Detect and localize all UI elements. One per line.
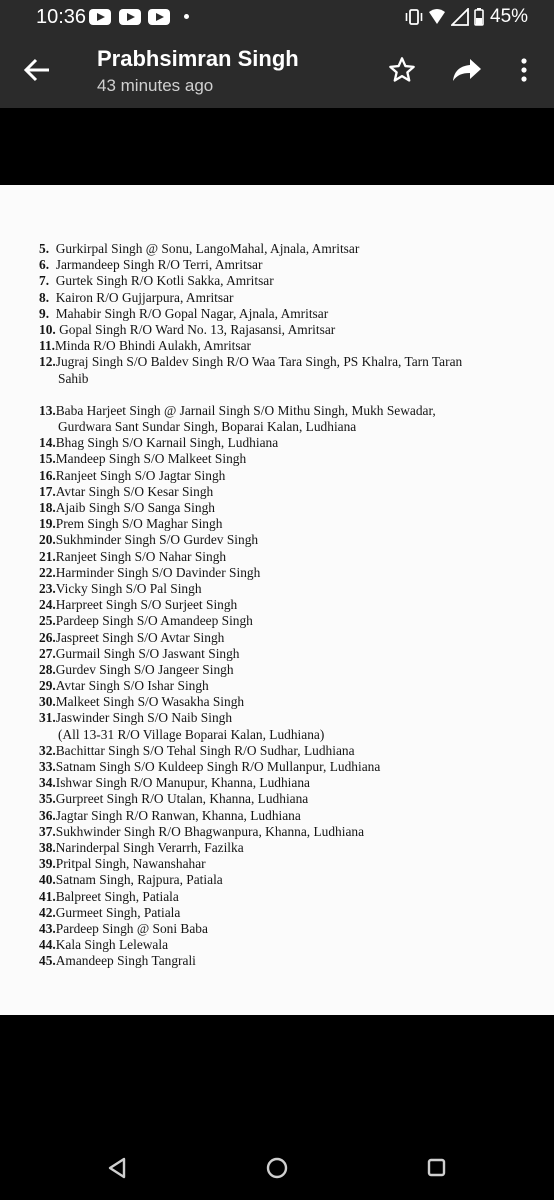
list-item-text: Harminder Singh S/O Davinder Singh <box>55 564 261 580</box>
list-item-text: Ishwar Singh R/O Manupur, Khanna, Ludhiana <box>55 775 310 791</box>
list-item-text: Sukhwinder Singh R/O Bhagwanpura, Khanna, Ludhiana <box>55 823 365 839</box>
list-item <box>39 500 539 516</box>
list-item-text: Gopal Singh R/O Ward No. 13, Rajasansi, Amritsar <box>55 321 336 337</box>
list-item-number: 24. <box>39 597 56 613</box>
list-item-number: 36. <box>39 807 56 823</box>
list-item-number: 23. <box>39 580 56 596</box>
nav-back-icon[interactable] <box>107 1157 127 1179</box>
list-item-text: Gurdev Singh S/O Jangeer Singh <box>55 661 234 677</box>
list-item-number: 32. <box>39 742 56 758</box>
list-item-number: 12. <box>39 354 56 370</box>
list-item <box>39 565 539 581</box>
list-item-text: Ranjeet Singh S/O Nahar Singh <box>55 548 227 564</box>
list-item-text: Bachittar Singh S/O Tehal Singh R/O Sudhar, Ludhiana <box>55 742 355 758</box>
list-item <box>39 306 539 322</box>
list-item <box>39 290 539 306</box>
list-item <box>39 921 539 937</box>
list-item <box>39 662 539 678</box>
youtube-icon <box>89 9 111 25</box>
list-item <box>39 824 539 840</box>
list-item-number: 6. <box>39 257 50 273</box>
list-item <box>39 435 539 451</box>
list-item-number: 38. <box>39 839 56 855</box>
list-item-number: 11. <box>39 338 55 354</box>
list-item-number: 14. <box>39 435 56 451</box>
list-item-number: 25. <box>39 613 56 629</box>
youtube-icon <box>119 9 141 25</box>
list-item-number: 41. <box>39 888 56 904</box>
list-item <box>39 597 539 613</box>
list-item <box>39 322 539 338</box>
list-item-number: 8. <box>39 289 50 305</box>
list-item <box>39 273 539 289</box>
wifi-icon <box>428 8 446 26</box>
star-icon[interactable] <box>388 56 416 84</box>
list-item-number: 26. <box>39 629 56 645</box>
list-item-number: 15. <box>39 451 56 467</box>
list-item-text: Malkeet Singh S/O Wasakha Singh <box>55 694 245 710</box>
list-item <box>39 354 539 370</box>
battery-icon <box>474 8 484 26</box>
list-item-number: 5. <box>39 241 50 256</box>
list-item-number: 13. <box>39 402 56 418</box>
list-item-number: 45. <box>39 953 56 969</box>
list-item <box>39 338 539 354</box>
list-item <box>39 775 539 791</box>
list-item-text: Jaspreet Singh S/O Avtar Singh <box>55 629 225 645</box>
list-item-text: Sukhminder Singh S/O Gurdev Singh <box>55 532 259 548</box>
list-item <box>39 743 539 759</box>
list-item <box>39 840 539 856</box>
list-item <box>39 549 539 565</box>
list-item <box>39 451 539 467</box>
list-item-text: Pardeep Singh @ Soni Baba <box>55 920 208 936</box>
list-item-text: Jarmandeep Singh R/O Terri, Amritsar <box>49 257 263 273</box>
list-item-number: 40. <box>39 872 56 888</box>
status-bar <box>0 0 554 34</box>
list-item <box>39 953 539 969</box>
list-item-number: 28. <box>39 661 56 677</box>
list-item <box>39 694 539 710</box>
dot-icon <box>184 14 189 19</box>
list-item-text: Satnam Singh, Rajpura, Patiala <box>55 872 223 888</box>
document-text <box>39 241 539 969</box>
list-item <box>39 630 539 646</box>
list-item <box>39 710 539 726</box>
list-item <box>39 257 539 273</box>
list-item-text: Gurkirpal Singh @ Sonu, LangoMahal, Ajnala, Amritsar <box>49 241 360 256</box>
list-item <box>39 808 539 824</box>
list-item-text: Gurdwara Sant Sundar Singh, Boparai Kalan, Ludhiana <box>58 419 357 435</box>
list-item-text: Bhag Singh S/O Karnail Singh, Ludhiana <box>55 435 279 451</box>
list-item <box>39 759 539 775</box>
list-item-text: Ranjeet Singh S/O Jagtar Singh <box>55 467 226 483</box>
list-item-text: Prem Singh S/O Maghar Singh <box>55 516 223 532</box>
list-item-number: 9. <box>39 305 50 321</box>
share-icon[interactable] <box>452 56 482 84</box>
list-item-text: Avtar Singh S/O Ishar Singh <box>55 678 209 694</box>
list-item-text: Harpreet Singh S/O Surjeet Singh <box>55 597 238 613</box>
document-image[interactable] <box>0 185 554 1015</box>
list-item-number: 20. <box>39 532 56 548</box>
list-item <box>39 532 539 548</box>
list-item-text: Kala Singh Lelewala <box>55 937 169 953</box>
nav-home-icon[interactable] <box>266 1157 288 1179</box>
list-item-text: Mahabir Singh R/O Gopal Nagar, Ajnala, Amritsar <box>49 305 329 321</box>
list-item-text: Minda R/O Bhindi Aulakh, Amritsar <box>55 338 252 354</box>
list-item-number: 42. <box>39 904 56 920</box>
back-arrow-icon[interactable] <box>22 54 54 86</box>
list-item <box>39 419 539 435</box>
list-item-text: Gurpreet Singh R/O Utalan, Khanna, Ludhiana <box>55 791 309 807</box>
list-item-text: Jugraj Singh S/O Baldev Singh R/O Waa Tara Singh, PS Khalra, Tarn Taran <box>55 354 463 370</box>
list-item-text: Sahib <box>58 370 89 386</box>
list-item-number: 21. <box>39 548 56 564</box>
list-item-number: 39. <box>39 856 56 872</box>
list-item <box>39 581 539 597</box>
list-item-number: 18. <box>39 500 56 515</box>
list-item-number: 17. <box>39 483 56 499</box>
nav-recents-icon[interactable] <box>427 1158 446 1177</box>
list-item <box>39 905 539 921</box>
list-item-number: 19. <box>39 516 56 532</box>
list-item-number: 35. <box>39 791 56 807</box>
list-item <box>39 937 539 953</box>
list-item-number: 27. <box>39 645 56 661</box>
list-item-number: 22. <box>39 564 56 580</box>
more-vert-icon[interactable] <box>515 56 533 84</box>
list-item <box>39 613 539 629</box>
list-item <box>39 516 539 532</box>
list-item-text: Pardeep Singh S/O Amandeep Singh <box>55 613 253 629</box>
list-item <box>39 468 539 484</box>
list-item-text: Baba Harjeet Singh @ Jarnail Singh S/O Mithu Singh, Mukh Sewadar, <box>55 402 436 418</box>
youtube-icon <box>148 9 170 25</box>
list-item-text: Satnam Singh S/O Kuldeep Singh R/O Mullanpur, Ludhiana <box>55 759 381 774</box>
list-item-text: Gurmeet Singh, Patiala <box>55 904 181 920</box>
status-time: 10:36 <box>36 6 87 28</box>
list-item-text: Gurtek Singh R/O Kotli Sakka, Amritsar <box>49 273 274 289</box>
list-item <box>39 727 539 743</box>
list-item <box>39 484 539 500</box>
list-item-text: Amandeep Singh Tangrali <box>55 953 196 969</box>
list-item-number: 33. <box>39 759 56 774</box>
list-item-text: Jagtar Singh R/O Ranwan, Khanna, Ludhiana <box>55 807 301 823</box>
list-item-text: Jaswinder Singh S/O Naib Singh <box>55 710 233 726</box>
list-item <box>39 646 539 662</box>
list-item-text: (All 13-31 R/O Village Boparai Kalan, Ludhiana) <box>58 726 325 742</box>
battery-percentage: 45% <box>490 6 529 27</box>
list-item-number: 30. <box>39 694 56 710</box>
list-item <box>39 791 539 807</box>
list-item-number: 16. <box>39 467 56 483</box>
list-item <box>39 856 539 872</box>
list-item-number: 29. <box>39 678 56 694</box>
list-item <box>39 241 539 257</box>
list-item-number: 37. <box>39 823 56 839</box>
list-item-number: 7. <box>39 273 50 289</box>
list-item-number: 10. <box>39 321 56 337</box>
vibrate-icon <box>404 9 424 25</box>
list-item <box>39 403 539 419</box>
paragraph-gap <box>39 387 539 403</box>
list-item-number: 34. <box>39 775 56 791</box>
list-item-text: Ajaib Singh S/O Sanga Singh <box>55 500 215 515</box>
list-item-text: Pritpal Singh, Nawanshahar <box>55 856 206 872</box>
timestamp: 43 minutes ago <box>97 76 214 95</box>
list-item-text: Avtar Singh S/O Kesar Singh <box>55 483 214 499</box>
list-item-text: Vicky Singh S/O Pal Singh <box>55 580 202 596</box>
list-item-text: Balpreet Singh, Patiala <box>55 888 179 904</box>
signal-icon <box>451 8 469 26</box>
list-item-text: Narinderpal Singh Verarrh, Fazilka <box>55 839 244 855</box>
list-item <box>39 371 539 387</box>
list-item-text: Gurmail Singh S/O Jaswant Singh <box>55 645 240 661</box>
list-item-number: 43. <box>39 920 56 936</box>
list-item <box>39 678 539 694</box>
list-item-text: Mandeep Singh S/O Malkeet Singh <box>55 451 247 467</box>
list-item-text: Kairon R/O Gujjarpura, Amritsar <box>49 289 234 305</box>
list-item <box>39 889 539 905</box>
list-item <box>39 872 539 888</box>
app-bar <box>0 34 554 108</box>
list-item-number: 44. <box>39 937 56 953</box>
sender-name: Prabhsimran Singh <box>97 46 299 71</box>
list-item-number: 31. <box>39 710 56 726</box>
navigation-bar <box>0 1140 554 1200</box>
